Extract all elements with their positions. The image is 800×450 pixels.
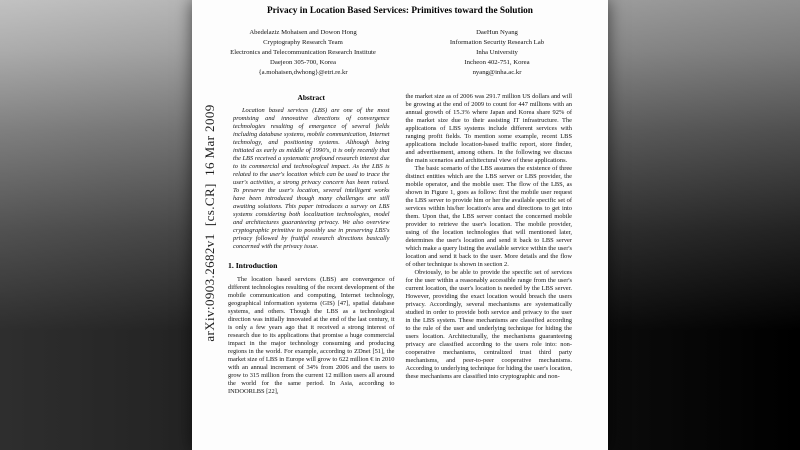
author-blocks	[192, 28, 608, 78]
author-block-right	[400, 28, 594, 78]
author-email: {a.mohaisen,dwhong}@etri.re.kr	[258, 69, 348, 76]
abstract-text: Location based services (LBS) are one of the most promising and innovative directions of convergence technologies resulting of emergence of several fields including database systems, mobile communication, Internet technology, and positioning systems. Although being initiated as early as middle of 1990's, it is only recently that the LBS received a systematic profound research interest due to its commercial and technological impact. As the LBS is related to the user's location which can be used to trace the user's activities, a strong privacy concern has been raised. To preserve the user's location, several intelligent works have been introduced though many challenges are still awaiting solutions. This paper introduces a survey on LBS systems considering both localization technologies, model and architectures guaranteeing privacy. We also overview cryptographic primitive to possibly use in preserving LBS's privacy followed by fruitful research directions basically concerned with the privacy issue.	[233, 107, 390, 250]
author-affiliation: Information Security Research Lab	[449, 39, 545, 46]
column-right	[406, 93, 573, 396]
author-name: DaeHun Nyang	[476, 29, 518, 36]
author-affiliation: Cryptography Research Team	[263, 39, 343, 46]
author-affiliation: Daejeon 305-700, Korea	[270, 59, 336, 66]
two-column-body	[192, 93, 608, 396]
author-name: Abedelaziz Mohaisen and Dowon Hong	[249, 29, 357, 36]
author-affiliation: Incheon 402-751, Korea	[464, 59, 530, 66]
paper-title: Privacy in Location Based Services: Primitives toward the Solution	[267, 6, 533, 16]
intro-paragraph: The location based services (LBS) are convergence of different technologies resulting of the recent development of the mobile communication and computing, Internet technology, geographical information systems (GIS) [47], spatial database systems, and others. Though the LBS as a technological direction was initially innovated at the end of the last century, it is only a few years ago that it received a strong interest of research due to its applications that promise a huge commercial impact in the major technology consuming and producing regions in the world. For example, according to ZDnet [51], the market size of LBS in Europe will grow to 622 million € in 2010 with an annual increment of 34% from 2006 and the users to grow to 315 million from the current 12 million users all around the world for the same period. In Asia, according to INDOORLBS [22],	[228, 276, 395, 395]
arxiv-watermark: arXiv:0903.2682v1 [cs.CR] 16 Mar 2009	[202, 104, 217, 342]
author-affiliation: Inha University	[476, 49, 518, 56]
body-paragraph: Obviously, to be able to provide the specific set of services for the user within a reasonably accessible range from the user's current location, the user's location is needed by the LBS server. However, providing the exact location would breach the users privacy. Accordingly, several mechanisms are systematically studied in order to provide both service and privacy to the user in the LBS system. These mechanisms are classified according to the rule of the user and underlying technique for hiding the users location. Architecturally, the mechanisms guaranteeing privacy are classified according to the users role into: non-cooperative mechanisms, centralized trust third party mechanisms, and peer-to-peer cooperative mechanisms. According to underlying technique for hiding the user's location, these mechanisms are classified into cryptographic and non-	[405, 269, 572, 380]
body-paragraph: The basic scenario of the LBS assumes the existence of three distinct entities which are the LBS server or LBS provider, the mobile operator, and the mobile user. The flow of the LBS, as shown in Figure 1, goes as follow: first the mobile user request the LBS server to provide him or her the available specific set of services within his/her location's area and directions to get into them. Upon that, the LBS server contact the concerned mobile provider to retrieve the user's location. The mobile provider, using of the location technologies that will mentioned later, determines the user's location and send it back to LBS server which make a query listing the available service within the user's location and send it back to the user. More details and the flow of other technique is shown in section 2.	[405, 165, 572, 268]
paper-page	[192, 0, 608, 450]
author-block-left	[206, 28, 400, 78]
author-email: nyang@inha.ac.kr	[472, 69, 522, 76]
body-paragraph: the market size as of 2006 was 291.7 million US dollars and will be growing at the end of 2009 to count for 447 millions with an annual growth of 15.3% where Japan and Korea share 92% of the market size due to their assisting IT infrastructure. The applications of LBS systems include different services with ranging profit fields. To mention some example, recent LBS applications include location-based traffic report, store finder, and advertisement, among others. In the following we discuss the main scenarios and architectural view of these applications.	[405, 93, 572, 164]
column-left	[228, 93, 395, 396]
section-heading-introduction: 1. Introduction	[228, 261, 278, 270]
abstract-heading: Abstract	[297, 93, 325, 102]
author-affiliation: Electronics and Telecommunication Research Institute	[230, 49, 376, 56]
